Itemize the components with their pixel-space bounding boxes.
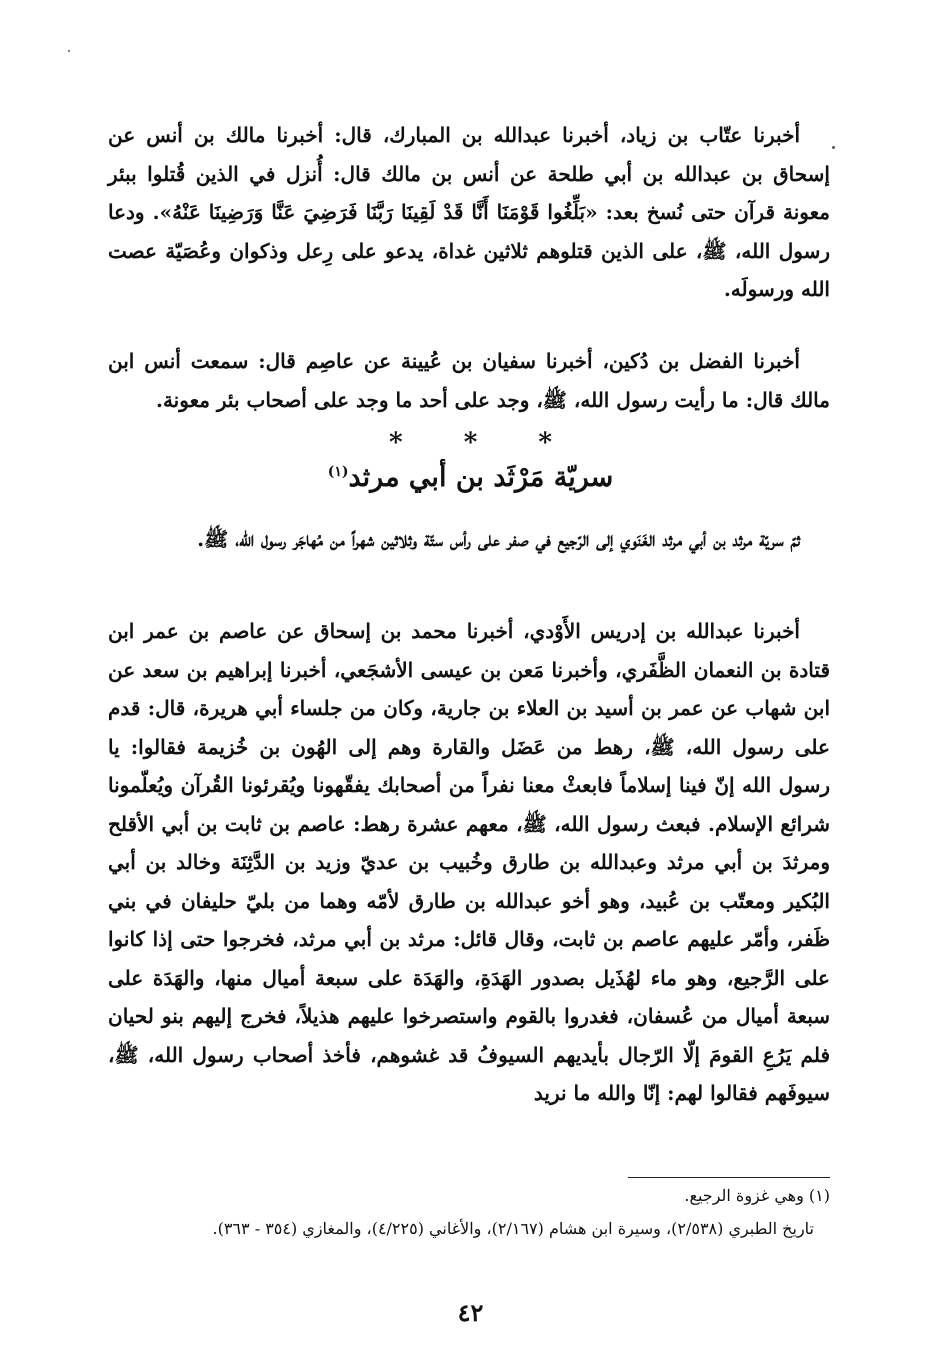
star-ornament: * bbox=[538, 428, 552, 458]
scan-speck bbox=[832, 146, 835, 149]
paragraph-text: أخبرنا عتّاب بن زياد، أخبرنا عبدالله بن المبارك، قال: أخبرنا مالك بن أنس عن إسحاق بن عبدالله بن أبي طلحة عن أنس بن مالك قال: أُنزل في الذين قُتلوا ببئر معونة قرآن حتى نُسخ بعد: «بَلِّغُوا قَوْمَنَا أَنَّا قَدْ لَقِينَا رَبَّنَا فَرَضِيَ عَنَّا وَرَضِينَا عَنْهُ». ودعا رسول الله، ﷺ، على الذين قتلوهم ثلاثين غداة، يدعو على رِعل وذكوان وعُصَيّة عصت الله ورسولَه. bbox=[108, 123, 830, 301]
footnote-reference: (١) bbox=[327, 464, 349, 480]
section-title: سريّة مَرْثَد بن أبي مرثد bbox=[348, 462, 614, 493]
paragraph-3 bbox=[108, 520, 830, 559]
star-ornament: * bbox=[463, 428, 478, 458]
paragraph-4 bbox=[108, 612, 830, 1113]
footnotes bbox=[108, 1182, 830, 1242]
paragraph-1 bbox=[108, 116, 830, 309]
page-number: ٤٢ bbox=[457, 1298, 484, 1327]
star-ornament: * bbox=[389, 428, 403, 458]
footnote-separator bbox=[628, 1177, 830, 1178]
footnote-sources: تاريخ الطبري (٢/٥٣٨)، وسيرة ابن هشام (٢/١٦٧)، والأغاني (٤/٢٢٥)، والمغازي (٣٥٤ - ٣٦٣). bbox=[212, 1219, 814, 1238]
scan-speck bbox=[68, 50, 70, 52]
paragraph-text: أخبرنا عبدالله بن إدريس الأَوْدي، أخبرنا محمد بن إسحاق عن عاصم بن عمر ابن قتادة بن النعمان الظَّفَري، وأخبرنا مَعن بن عيسى الأشجَعي، أخبرنا إبراهيم بن سعد عن ابن شهاب عن عمر بن أسيد بن العلاء بن جارية، وكان من جلساء أبي هريرة، قال: قدم على رسول الله، ﷺ، رهط من عَضَل والقارة وهم إلى الهُون بن خُزيمة فقالوا: يا رسول الله إنّ فينا إسلاماً فابعثْ معنا نفراً من أصحابك يفقّهونا ويُقرئونا القُرآن ويُعلّمونا شرائع الإسلام. فبعث رسول الله، ﷺ، معهم عشرة رهط: عاصم بن ثابت بن أبي الأقلح ومرثدَ بن أبي مرثد وعبدالله بن طارق وخُبيب بن عديّ وزيد بن الدَّثِنَة وخالد بن أبي البُكير ومعتّب بن عُبيد، وهو أخو عبدالله بن طارق لأمّه وهما من بليّ حليفان في بني ظَفر، وأمّر عليهم عاصم بن ثابت، وقال قائل: مرثد بن أبي مرثد، فخرجوا حتى إذا كانوا على الرَّجيع، وهو ماء لهُذَيل بصدور الهَدَةِ، والهَدَة على سبعة أميال منها، والهَدَة على سبعة أميال من عُسفان، فغدروا بالقوم واستصرخوا عليهم هذيلاً، فخرج إليهم بنو لحيان فلم يَرُعِ القومَ إلّا الرّجال بأيديهم السيوفُ قد غشوهم، فأخذ أصحاب رسول الله، ﷺ، سيوفَهم فقالوا لهم: إنّا والله ما نريد bbox=[108, 619, 831, 1105]
paragraph-text: أخبرنا الفضل بن دُكين، أخبرنا سفيان بن عُيينة عن عاصِم قال: سمعت أنس ابن مالك قال: ما رأيت رسول الله، ﷺ، وجد على أحد ما وجد على أصحاب بئر معونة. bbox=[108, 349, 830, 412]
section-separator bbox=[0, 428, 941, 458]
footnote-1: (١) وهي غزوة الرجيع. bbox=[684, 1186, 830, 1205]
paragraph-text: ثمّ سريّة مرثد بن أبي مرثد الغَنَوي إلى الرّجيع في صفر على رأس ستّة وثلاثين شهراً من مُهاجَر رسول الله، ﷺ. bbox=[197, 527, 800, 551]
section-heading bbox=[0, 462, 941, 493]
paragraph-2 bbox=[108, 342, 830, 419]
